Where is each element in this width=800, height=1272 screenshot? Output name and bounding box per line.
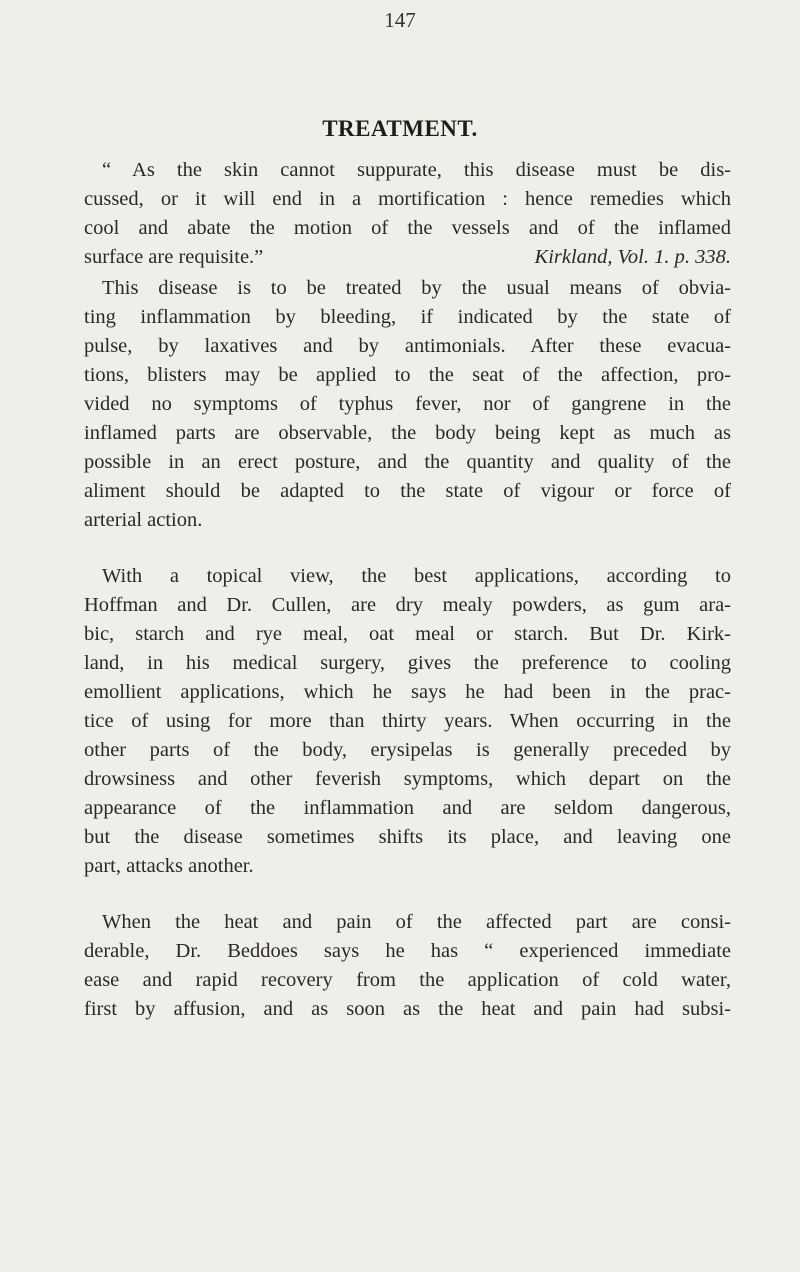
text-line: land, in his medical surgery, gives the preference to cooling: [84, 652, 731, 674]
text-line: [84, 243, 731, 272]
quote-paragraph: [84, 156, 731, 272]
text-line: part, attacks another.: [84, 855, 254, 877]
text-line: inflamed parts are observable, the body being kept as much as: [84, 422, 731, 444]
text-line: drowsiness and other feverish symptoms, which depart on the: [84, 768, 731, 790]
page-number: 147: [384, 8, 416, 32]
text-line: cussed, or it will end in a mortification : hence remedies which: [84, 188, 731, 210]
text-line: pulse, by laxatives and by antimonials. After these evacua-: [84, 335, 731, 357]
text-line: “ As the skin cannot suppurate, this disease must be dis-: [102, 159, 731, 181]
text-line: ease and rapid recovery from the application of cold water,: [84, 969, 731, 991]
paragraph-topical: [84, 562, 731, 881]
text-line: bic, starch and rye meal, oat meal or starch. But Dr. Kirk-: [84, 623, 731, 645]
text-line: derable, Dr. Beddoes says he has “ experienced immediate: [84, 940, 731, 962]
text-line: This disease is to be treated by the usual means of obvia-: [102, 277, 731, 299]
text-line: When the heat and pain of the affected part are consi-: [102, 911, 731, 933]
text-line: cool and abate the motion of the vessels and of the inflamed: [84, 217, 731, 239]
text-line: other parts of the body, erysipelas is generally preceded by: [84, 739, 731, 761]
text-line: but the disease sometimes shifts its place, and leaving one: [84, 826, 731, 848]
text-line: first by affusion, and as soon as the heat and pain had subsi-: [84, 998, 731, 1020]
text-line: possible in an erect posture, and the quantity and quality of the: [84, 451, 731, 473]
paragraph-treatment: [84, 274, 731, 535]
quote-end: surface are requisite.”: [84, 246, 264, 268]
text-line: emollient applications, which he says he had been in the prac-: [84, 681, 731, 703]
text-line: vided no symptoms of typhus fever, nor of gangrene in the: [84, 393, 731, 415]
text-line: With a topical view, the best applications, according to: [102, 565, 731, 587]
paragraph-cold-water: [84, 908, 731, 1024]
text-line: appearance of the inflammation and are seldom dangerous,: [84, 797, 731, 819]
text-line: tice of using for more than thirty years. When occurring in the: [84, 710, 731, 732]
section-heading: TREATMENT.: [322, 116, 478, 141]
text-line: ting inflammation by bleeding, if indicated by the state of: [84, 306, 731, 328]
text-line: aliment should be adapted to the state of vigour or force of: [84, 480, 731, 502]
text-line: arterial action.: [84, 509, 203, 531]
text-line: tions, blisters may be applied to the seat of the affection, pro-: [84, 364, 731, 386]
citation: Kirkland, Vol. 1. p. 338.: [527, 243, 731, 272]
text-line: Hoffman and Dr. Cullen, are dry mealy powders, as gum ara-: [84, 594, 731, 616]
